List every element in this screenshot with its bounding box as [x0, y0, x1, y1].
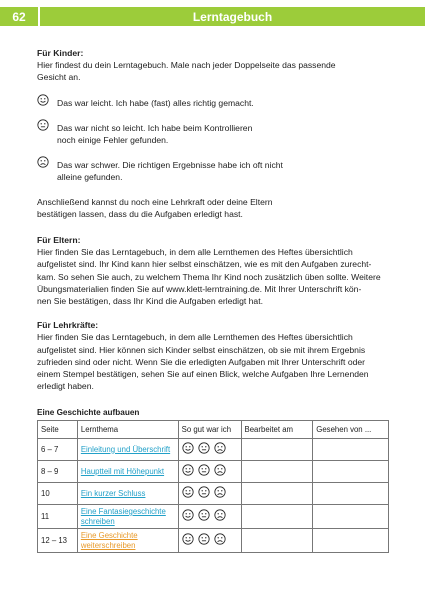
cell-gesehen-von[interactable] [313, 483, 389, 505]
cell-seite: 12 – 13 [38, 529, 78, 553]
table-title: Eine Geschichte aufbauen [37, 408, 140, 417]
column-header-bearbeitet: Bearbeitet am [241, 421, 313, 439]
column-header-so-gut: So gut war ich [178, 421, 241, 439]
neutral-face-icon[interactable] [198, 509, 210, 524]
eltern-line: aufgelistet sind. Ihr Kind kann hier selbst einschätzen, wie es mit den Aufgaben zurecht- [37, 259, 372, 270]
cell-bearbeitet-am[interactable] [241, 483, 313, 505]
kinder-after-line-2: bestätigen lassen, dass du die Aufgaben erledigt hast. [37, 208, 243, 219]
eltern-line: Übungsmaterialien finden Sie auf www.klett-lerntraining.de. Mit Ihrer Unterschrift kön- [37, 283, 362, 294]
eltern-line: nen Sie bestätigen, dass Ihr Kind die Aufgaben erledigt hat. [37, 296, 263, 307]
cell-seite: 6 – 7 [38, 439, 78, 461]
section-kinder [37, 47, 389, 220]
sad-face-icon[interactable] [214, 442, 226, 457]
cell-lernthema[interactable] [77, 529, 178, 553]
intro-content [37, 47, 389, 403]
cell-lernthema[interactable] [77, 505, 178, 529]
cell-bearbeitet-am[interactable] [241, 505, 313, 529]
lehrkraefte-line: aufgelistet sind. Hier können sich Kinder selbst einschätzen, ob sie mit ihrem Ergebnis [37, 344, 366, 355]
mood-sad-text-2: alleine gefunden. [57, 172, 123, 183]
sad-face-icon[interactable] [214, 509, 226, 524]
topic-text-1: Eine Fantasiegeschichte [80, 507, 166, 516]
happy-face-icon[interactable] [182, 464, 194, 479]
cell-bearbeitet-am[interactable] [241, 439, 313, 461]
happy-face-icon [37, 94, 57, 109]
cell-lernthema[interactable] [77, 483, 178, 505]
cell-gesehen-von[interactable] [313, 439, 389, 461]
mood-neutral-text-2: noch einige Fehler gefunden. [57, 135, 169, 146]
topic-text-2: weiterschreiben [80, 540, 136, 550]
column-header-lernthema: Lernthema [77, 421, 178, 439]
happy-face-icon[interactable] [182, 486, 194, 501]
cell-lernthema[interactable] [77, 461, 178, 483]
neutral-face-icon[interactable] [198, 486, 210, 501]
topic-text-2: schreiben [80, 516, 115, 526]
eltern-line: Hier finden Sie das Lerntagebuch, in dem alle Lernthemen des Heftes übersichtlich [37, 247, 353, 258]
heading-kinder: Für Kinder: [37, 48, 84, 58]
happy-face-icon[interactable] [182, 509, 194, 524]
mood-sad [37, 156, 389, 183]
cell-gesehen-von[interactable] [313, 529, 389, 553]
table-row [38, 529, 389, 553]
cell-rating [178, 483, 241, 505]
column-header-gesehen: Gesehen von ... [313, 421, 389, 439]
neutral-face-icon[interactable] [198, 464, 210, 479]
mood-happy-text: Das war leicht. Ich habe (fast) alles richtig gemacht. [57, 97, 254, 108]
mood-neutral-text-1: Das war nicht so leicht. Ich habe beim Kontrollieren [57, 122, 253, 133]
mood-happy [37, 94, 389, 109]
kinder-text-line-1: Hier findest du dein Lerntagebuch. Male nach jeder Doppelseite das passende [37, 60, 336, 71]
page-header [0, 0, 425, 30]
learning-diary-table [37, 420, 389, 553]
topic-text-1: Ein kurzer Schluss [80, 488, 146, 498]
cell-gesehen-von[interactable] [313, 461, 389, 483]
column-header-seite: Seite [38, 421, 78, 439]
cell-bearbeitet-am[interactable] [241, 461, 313, 483]
cell-seite: 10 [38, 483, 78, 505]
cell-rating [178, 505, 241, 529]
mood-neutral [37, 119, 389, 146]
neutral-face-icon[interactable] [198, 442, 210, 457]
happy-face-icon[interactable] [182, 442, 194, 457]
topic-text-1: Eine Geschichte [80, 531, 138, 540]
lehrkraefte-line: Hier finden Sie das Lerntagebuch, in dem alle Lernthemen des Heftes übersichtlich [37, 332, 353, 343]
lehrkraefte-line: einem Stempel bestätigen, sehen Sie auf einen Blick, welche Aufgaben Ihre Lernenden [37, 369, 369, 380]
lehrkraefte-line: erledigt haben. [37, 381, 94, 392]
heading-lehrkraefte: Für Lehrkräfte: [37, 320, 99, 331]
sad-face-icon[interactable] [214, 533, 226, 548]
sad-face-icon[interactable] [214, 464, 226, 479]
cell-gesehen-von[interactable] [313, 505, 389, 529]
cell-rating [178, 439, 241, 461]
table-row [38, 461, 389, 483]
section-lehrkraefte [37, 319, 389, 392]
mood-sad-text-1: Das war schwer. Die richtigen Ergebnisse habe ich oft nicht [57, 160, 283, 171]
cell-seite: 8 – 9 [38, 461, 78, 483]
cell-lernthema[interactable] [77, 439, 178, 461]
neutral-face-icon[interactable] [198, 533, 210, 548]
page-title: Lerntagebuch [40, 7, 425, 26]
topic-text-1: Hauptteil mit Höhepunkt [80, 466, 165, 476]
cell-rating [178, 529, 241, 553]
cell-seite: 11 [38, 505, 78, 529]
section-eltern [37, 234, 389, 307]
sad-face-icon [37, 156, 57, 183]
neutral-face-icon [37, 119, 57, 146]
cell-rating [178, 461, 241, 483]
kinder-text-line-2: Gesicht an. [37, 72, 81, 83]
page-number: 62 [0, 7, 38, 26]
table-row [38, 483, 389, 505]
cell-bearbeitet-am[interactable] [241, 529, 313, 553]
heading-eltern: Für Eltern: [37, 235, 81, 246]
sad-face-icon[interactable] [214, 486, 226, 501]
eltern-line: kam. So sehen Sie auch, zu welchem Thema Ihr Kind noch zusätzlich üben sollte. Weitere [37, 271, 381, 282]
table-row [38, 439, 389, 461]
kinder-after-line-1: Anschließend kannst du noch eine Lehrkraft oder deine Eltern [37, 196, 273, 207]
table-header-row [38, 421, 389, 439]
happy-face-icon[interactable] [182, 533, 194, 548]
table-row [38, 505, 389, 529]
topic-text-1: Einleitung und Überschrift [80, 444, 171, 454]
lehrkraefte-line: zufrieden sind oder nicht. Wenn Sie die erledigten Aufgaben mit Ihrer Unterschrift oder [37, 356, 366, 367]
